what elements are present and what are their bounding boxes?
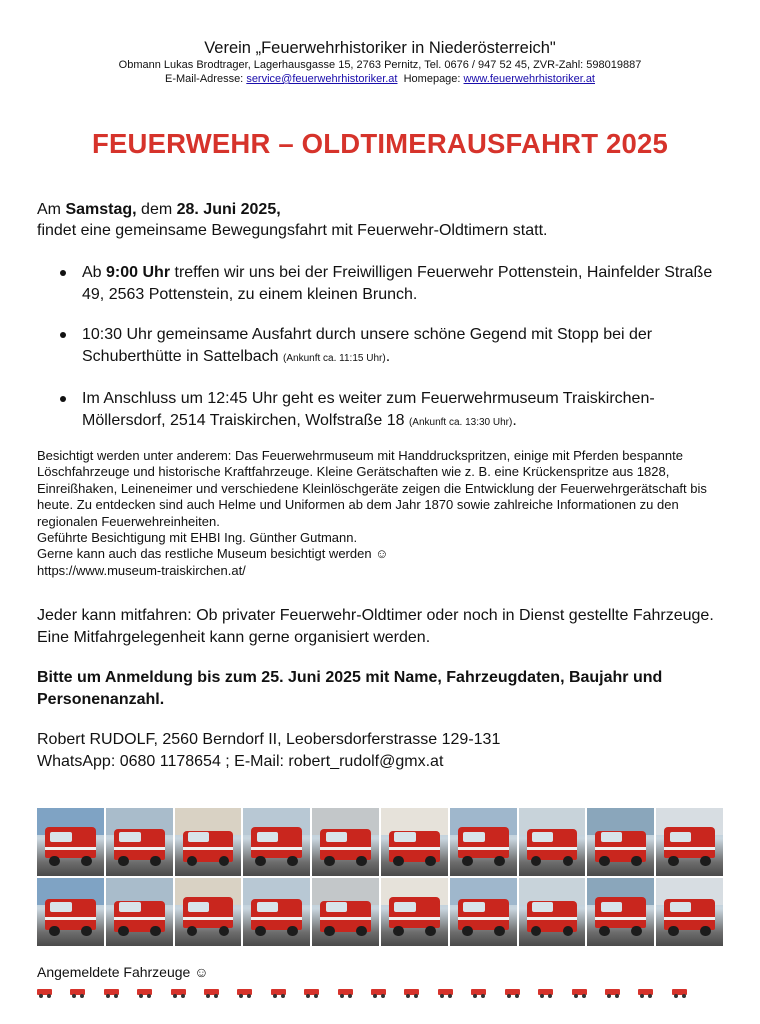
fire-truck-photo <box>656 808 723 876</box>
agenda-text: 10:30 Uhr gemeinsame Ausfahrt durch unsere schöne Gegend mit Stopp bei der Schuberthütte in Sattelbach <box>82 326 653 365</box>
museum-url[interactable]: https://www.museum-traiskirchen.at/ <box>37 562 246 578</box>
bullet-icon <box>60 396 66 402</box>
fire-truck-photo <box>519 808 586 876</box>
fire-engine-icon <box>538 988 553 998</box>
fire-engine-icon <box>237 988 252 998</box>
letterhead <box>0 38 760 86</box>
fire-truck-photo <box>37 878 104 946</box>
fire-engine-icon <box>137 988 152 998</box>
description-paragraph: Besichtigt werden unter anderem: Das Feuerwehrmuseum mit Handdruckspritzen, einige mit Pferden bespannte Löschfahrzeuge und historische Kraftfahrzeuge. Kleine Gerätschaften wie z. B. eine Krückenspritze aus 1828, Einreißhaken, Leineneimer und verschiedene Kleinlöschgeräte zeigen die Entwicklung der Feuerwehrgerätschaft bis heute. Zu entdecken sind auch Helme und Uniformen ab dem Jahr 1870 sowie zahlreiche Informationen zu den regionalen Feuerwehreinheiten. <box>37 448 707 529</box>
fire-truck-photo <box>587 878 654 946</box>
org-contact-line: Obmann Lukas Brodtrager, Lagerhausgasse 15, 2763 Pernitz, Tel. 0676 / 947 52 45, ZVR-Zahl: 598019887 <box>118 59 642 71</box>
fire-engine-icon <box>438 988 453 998</box>
contact-phone-email: WhatsApp: 0680 1178654 ; E-Mail: robert_rudolf@gmx.at <box>37 753 444 770</box>
fire-truck-photo <box>587 808 654 876</box>
fire-truck-photo <box>450 808 517 876</box>
fire-engine-icon <box>404 988 419 998</box>
museum-line: Gerne kann auch das restliche Museum besichtigt werden ☺ <box>37 546 389 562</box>
registered-vehicles-label: Angemeldete Fahrzeuge ☺ <box>37 964 209 980</box>
registered-vehicles-row <box>37 988 687 998</box>
intro-line2: findet eine gemeinsame Bewegungsfahrt mit Feuerwehr-Oldtimern statt. <box>37 222 548 239</box>
fire-engine-icon <box>371 988 386 998</box>
agenda-note: (Ankunft ca. 11:15 Uhr) <box>283 353 386 364</box>
fire-truck-photo <box>450 878 517 946</box>
fire-truck-photo <box>381 808 448 876</box>
email-link[interactable]: service@feuerwehrhistoriker.at <box>246 73 398 85</box>
fire-engine-icon <box>70 988 85 998</box>
fire-engine-icon <box>505 988 520 998</box>
fire-engine-icon <box>471 988 486 998</box>
bullet-icon <box>60 270 66 276</box>
fire-engine-icon <box>204 988 219 998</box>
photo-gallery <box>37 808 723 946</box>
agenda-end: . <box>512 412 517 429</box>
intro-date: 28. Juni 2025, <box>176 201 281 218</box>
participation-text: Jeder kann mitfahren: Ob privater Feuerwehr-Oldtimer oder noch in Dienst gestellte Fahrzeuge. Eine Mitfahrgelegenheit kann gerne organisiert werden. <box>37 607 714 646</box>
fire-engine-icon <box>572 988 587 998</box>
fire-engine-icon <box>304 988 319 998</box>
org-links-line <box>0 72 760 86</box>
fire-engine-icon <box>638 988 653 998</box>
fire-engine-icon <box>104 988 119 998</box>
fire-truck-photo <box>243 808 310 876</box>
agenda-time: 9:00 Uhr <box>106 264 171 281</box>
guided-tour-line: Geführte Besichtigung mit EHBI Ing. Günther Gutmann. <box>37 530 358 546</box>
intro <box>37 199 727 241</box>
fire-engine-icon <box>605 988 620 998</box>
fire-truck-photo <box>175 808 242 876</box>
agenda-item <box>37 388 737 434</box>
fire-engine-icon <box>672 988 687 998</box>
email-label: E-Mail-Adresse: <box>165 73 244 85</box>
page-title: FEUERWEHR – OLDTIMERAUSFAHRT 2025 <box>91 128 669 159</box>
agenda-text: Im Anschluss um 12:45 Uhr geht es weiter zum Feuerwehrmuseum Traiskirchen-Möllersdorf, 2514 Traiskirchen, Wolfstraße 18 <box>82 390 655 429</box>
fire-truck-photo <box>312 878 379 946</box>
fire-truck-photo <box>656 878 723 946</box>
museum-description <box>37 448 727 579</box>
contact-block <box>37 729 727 773</box>
fire-truck-photo <box>37 808 104 876</box>
bullet-icon <box>60 332 66 338</box>
contact-address: Robert RUDOLF, 2560 Berndorf II, Leobersdorferstrasse 129-131 <box>37 731 501 748</box>
agenda-text: treffen wir uns bei der Freiwilligen Feuerwehr Pottenstein, Hainfelder Straße 49, 2563 Pottenstein, zu einem kleinen Brunch. <box>82 264 713 303</box>
intro-dem: dem <box>136 201 177 218</box>
homepage-link[interactable]: www.feuerwehrhistoriker.at <box>463 73 595 85</box>
intro-weekday: Samstag, <box>65 201 137 218</box>
agenda-end: . <box>385 348 391 365</box>
fire-truck-photo <box>106 878 173 946</box>
agenda-pre: Ab <box>82 264 107 281</box>
fire-engine-icon <box>338 988 353 998</box>
agenda-item <box>37 262 737 306</box>
fire-engine-icon <box>37 988 52 998</box>
registration-notice: Bitte um Anmeldung bis zum 25. Juni 2025 mit Name, Fahrzeugdaten, Baujahr und Personenanzahl. <box>37 669 663 708</box>
fire-engine-icon <box>171 988 186 998</box>
agenda-list <box>37 262 737 452</box>
org-title: Verein „Feuerwehrhistoriker in Niederösterreich" <box>204 39 556 57</box>
fire-truck-photo <box>106 808 173 876</box>
agenda-item <box>37 324 737 370</box>
agenda-note: (Ankunft ca. 13:30 Uhr) <box>408 417 513 428</box>
fire-truck-photo <box>243 878 310 946</box>
homepage-label: Homepage: <box>403 73 461 85</box>
intro-am: Am <box>37 201 66 218</box>
fire-truck-photo <box>519 878 586 946</box>
fire-truck-photo <box>381 878 448 946</box>
fire-truck-photo <box>312 808 379 876</box>
fire-truck-photo <box>175 878 242 946</box>
fire-engine-icon <box>271 988 286 998</box>
